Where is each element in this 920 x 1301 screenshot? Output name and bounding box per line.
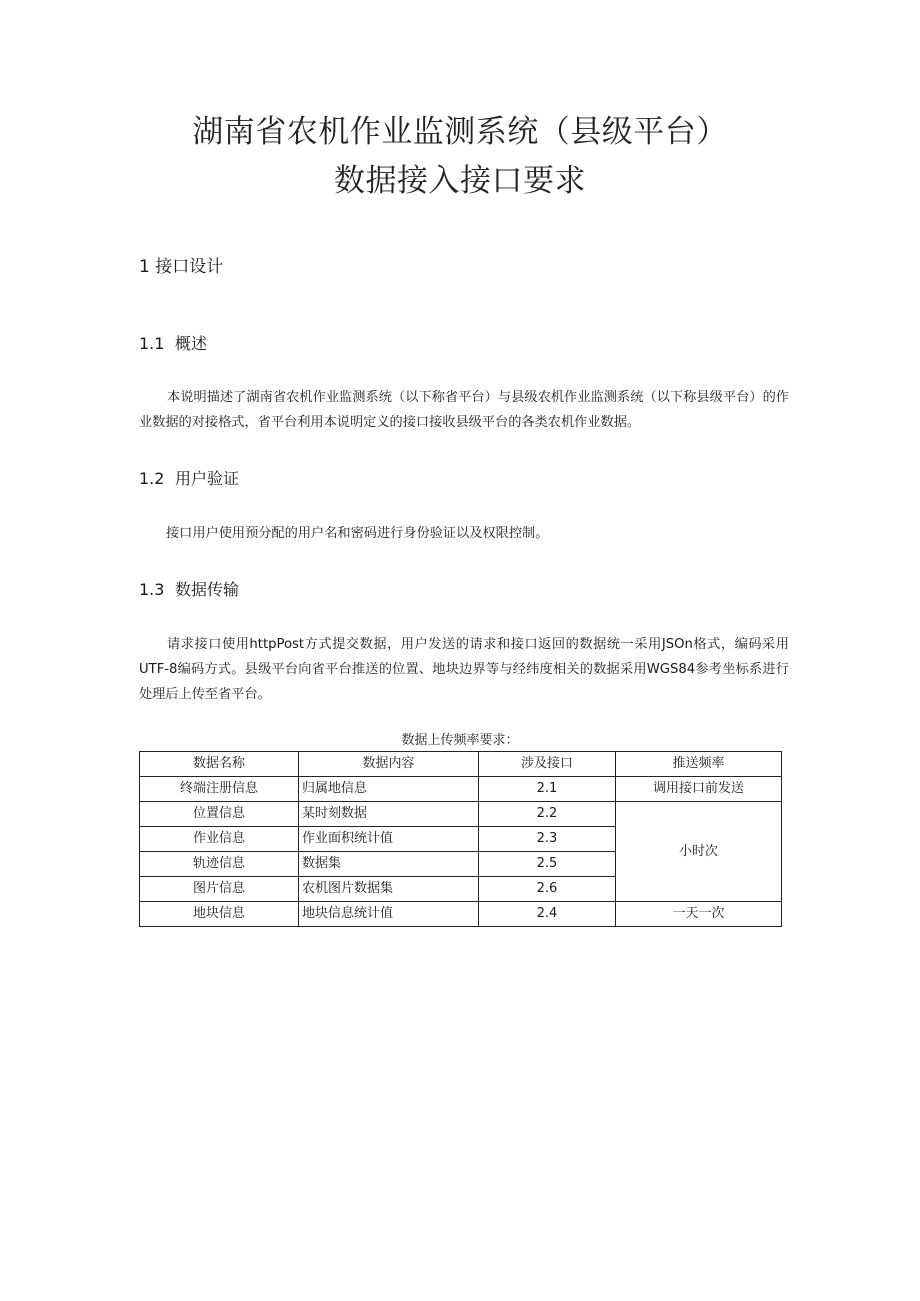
section-number: 1.2 [139,469,165,488]
table-cell: 地块信息统计值 [299,902,479,927]
section-number: 1.3 [139,580,165,599]
document-title-line-1: 湖南省农机作业监测系统（县级平台） [192,114,728,150]
table-cell: 轨迹信息 [140,852,299,877]
document-title-line-2: 数据接入接口要求 [334,163,586,199]
table-header-row [140,752,782,777]
section-title: 用户验证 [175,469,240,488]
table-caption: 数据上传频率要求： [401,733,519,748]
table-cell: 2.5 [479,852,616,877]
table-header-cell: 推送频率 [616,752,782,777]
table-cell: 数据集 [299,852,479,877]
section-title: 概述 [175,334,208,353]
table-cell: 位置信息 [140,802,299,827]
table-cell: 某时刻数据 [299,802,479,827]
table-cell: 2.3 [479,827,616,852]
section-1-3-heading [139,578,239,602]
table-cell: 2.4 [479,902,616,927]
table-row [140,802,782,827]
table-cell: 2.6 [479,877,616,902]
section-1-1-paragraph: 本说明描述了湖南省农机作业监测系统（以下称省平台）与县级农机作业监测系统（以下称县级平台）的作业数据的对接格式，省平台利用本说明定义的接口接收县级平台的各类农机作业数据。 [139,390,789,430]
table-cell: 图片信息 [140,877,299,902]
table-cell: 调用接口前发送 [616,777,782,802]
table-header-cell: 数据名称 [140,752,299,777]
table-row [140,902,782,927]
section-1-1-heading [139,332,207,356]
table-cell: 作业面积统计值 [299,827,479,852]
table-cell: 2.1 [479,777,616,802]
table-cell: 一天一次 [616,902,782,927]
upload-frequency-table [139,751,782,927]
section-title: 数据传输 [175,580,240,599]
table-header-cell: 数据内容 [299,752,479,777]
table-cell: 农机图片数据集 [299,877,479,902]
section-1-2-heading [139,467,239,491]
table-cell-merged-frequency: 小时次 [616,802,782,902]
section-1-heading: 1 接口设计 [139,257,224,277]
table-cell: 作业信息 [140,827,299,852]
section-1-2-paragraph: 接口用户使用预分配的用户名和密码进行身份验证以及权限控制。 [166,526,549,541]
table-row [140,777,782,802]
section-1-3-paragraph: 请求接口使用httpPost方式提交数据，用户发送的请求和接口返回的数据统一采用JSOn格式，编码采用UTF-8编码方式。县级平台向省平台推送的位置、地块边界等与经纬度相关的数据采用WGS84参考坐标系进行处理后上传至省平台。 [139,637,789,702]
table-cell: 地块信息 [140,902,299,927]
table-cell: 归属地信息 [299,777,479,802]
table-cell: 终端注册信息 [140,777,299,802]
table-header-cell: 涉及接口 [479,752,616,777]
table-cell: 2.2 [479,802,616,827]
section-number: 1.1 [139,334,165,353]
